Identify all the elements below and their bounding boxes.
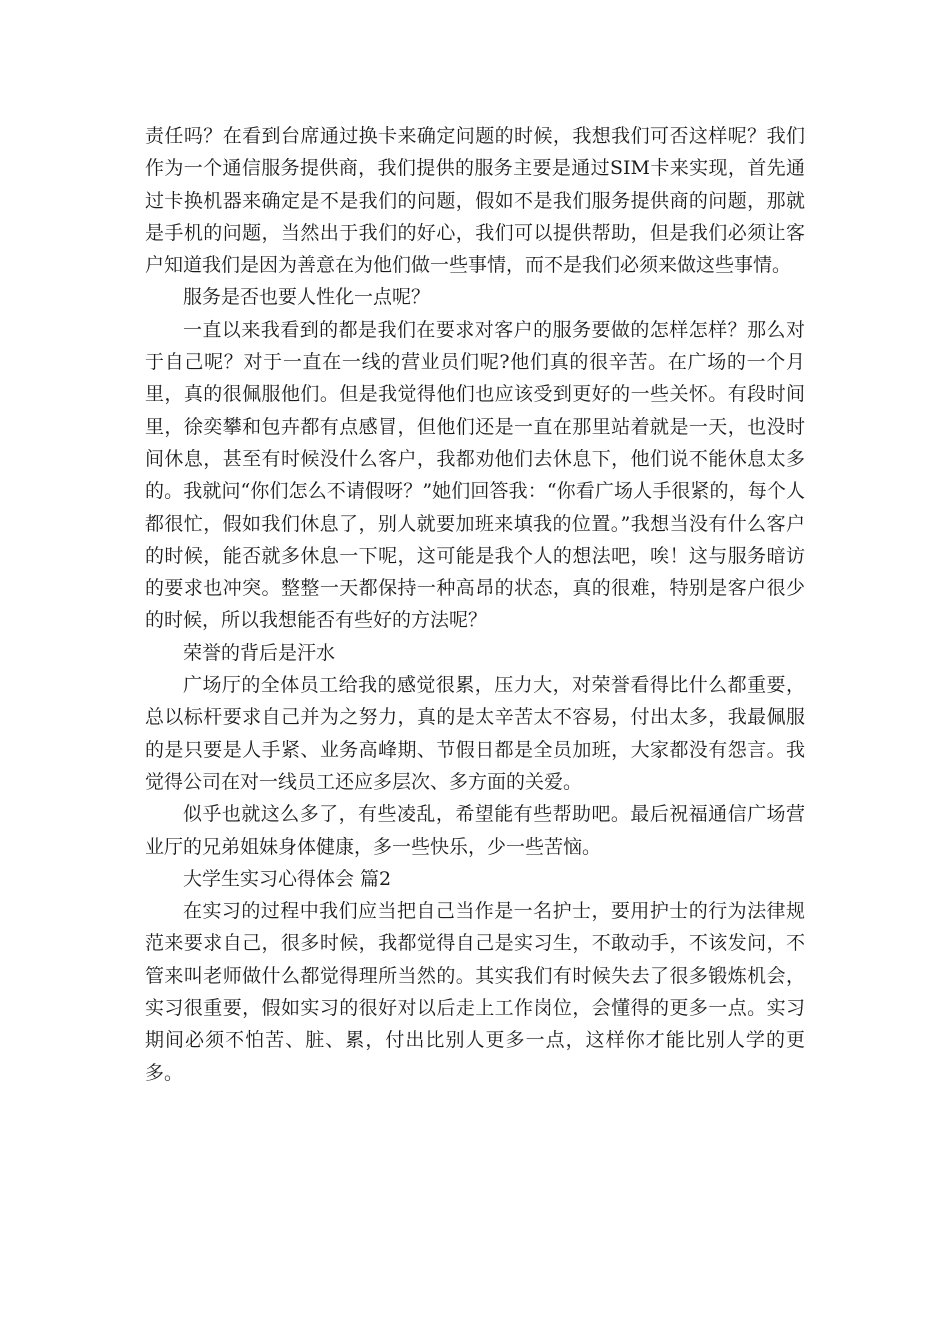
section-heading-humanized-service: 服务是否也要人性化一点呢？: [183, 286, 431, 309]
section-heading-honor-sweat: 荣誉的背后是汗水: [183, 641, 336, 664]
paragraph-continuation: 责任吗？在看到台席通过换卡来确定问题的时候，我想我们可否这样呢？我们作为一个通信服务提供商，我们提供的服务主要是通过SIM卡来实现，首先通过卡换机器来确定是不是我们的问题，假如不是我们服务提供商的问题，那就是手机的问题，当然出于我们的好心，我们可以提供帮助，但是我们必须让客户知道我们是因为善意在为他们做一些事情，而不是我们必须来做这些事情。: [145, 125, 805, 277]
paragraph-staff-care: 一直以来我看到的都是我们在要求对客户的服务要做的怎样怎样？那么对于自己呢？对于一直在一线的营业员们呢?他们真的很辛苦。在广场的一个月里，真的很佩服他们。但是我觉得他们也应该受到更好的一些关怀。有段时间里，徐奕攀和包卉都有点感冒，但他们还是一直在那里站着就是一天，也没时间休息，甚至有时候没什么客户，我都劝他们去休息下，他们说不能休息太多的。我就问“你们怎么不请假呀？”她们回答我：“你看广场人手很紧的，每个人都很忙，假如我们休息了，别人就要加班来填我的位置。”我想当没有什么客户的时候，能否就多休息一下呢，这可能是我个人的想法吧，唉！这与服务暗访的要求也冲突。整整一天都保持一种高昂的状态，真的很难，特别是客户很少的时候，所以我想能否有些好的方法呢？: [145, 318, 805, 632]
paragraph-nurse-internship: 在实习的过程中我们应当把自己当作是一名护士，要用护士的行为法律规范来要求自己，很多时候，我都觉得自己是实习生，不敢动手，不该发问，不管来叫老师做什么都觉得理所当然的。其实我们有时候失去了很多锻炼机会，实习很重要，假如实习的很好对以后走上工作岗位，会懂得的更多一点。实习期间必须不怕苦、脏、累，付出比别人更多一点，这样你才能比别人学的更多。: [145, 900, 805, 1084]
document-body: [145, 120, 805, 1089]
paragraph-honor: 广场厅的全体员工给我的感觉很累，压力大，对荣誉看得比什么都重要，总以标杆要求自己并为之努力，真的是太辛苦太不容易，付出太多，我最佩服的是只要是人手紧、业务高峰期、节假日都是全员加班，大家都没有怨言。我觉得公司在对一线员工还应多层次、多方面的关爱。: [145, 674, 805, 793]
paragraph-closing: 似乎也就这么多了，有些凌乱，希望能有些帮助吧。最后祝福通信广场营业厅的兄弟姐妹身体健康，多一些快乐，少一些苦恼。: [145, 803, 805, 858]
section-heading-article-2: 大学生实习心得体会 篇2: [183, 867, 392, 890]
